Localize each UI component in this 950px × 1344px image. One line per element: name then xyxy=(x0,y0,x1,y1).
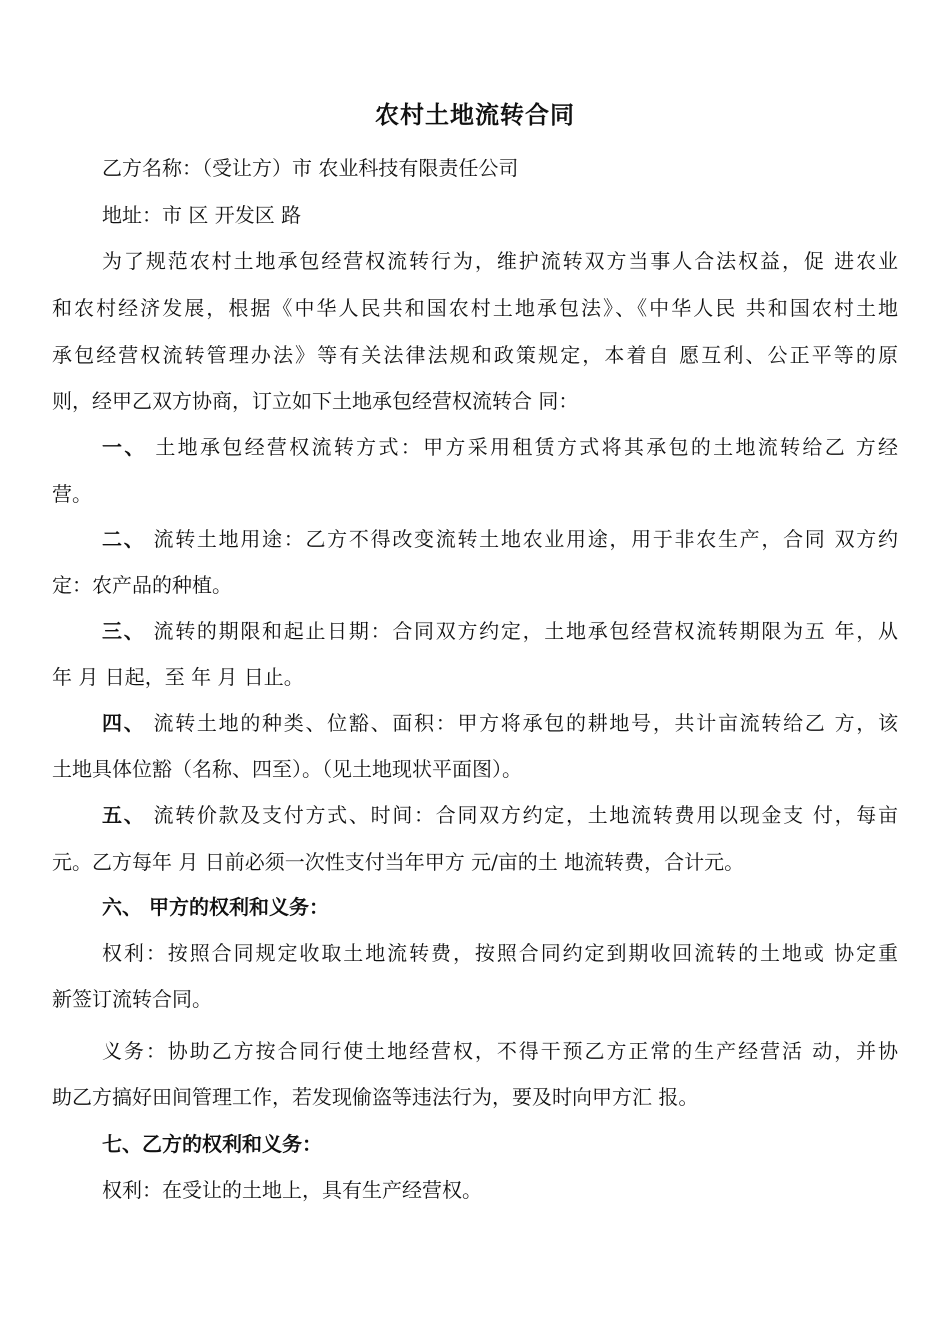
clause-6-duties: 义务：协助乙方按合同行使土地经营权，不得干预乙方正常的生产经营活 动，并协 xyxy=(102,1039,898,1063)
clause-4-line: 土地具体位豁（名称、四至）。（见土地现状平面图）。 xyxy=(52,757,522,781)
clause-text: 流转土地用途：乙方不得改变流转土地农业用途，用于非农生产，合同 双方约 xyxy=(153,527,899,551)
clause-1 xyxy=(102,431,898,463)
preamble-line: 和农村经济发展，根据《中华人民共和国农村土地承包法》、《中华人民 共和国农村土地 xyxy=(52,296,898,320)
preamble-line: 则，经甲乙双方协商，订立如下土地承包经营权流转合 同： xyxy=(52,389,579,413)
clause-text: 流转土地的种类、位豁、面积：甲方将承包的耕地号，共计亩流转给乙 方，该 xyxy=(153,711,899,735)
address: 地址：市 区 开发区 路 xyxy=(102,203,302,227)
clause-6-duties-line: 助乙方搞好田间管理工作，若发现偷盗等违法行为，要及时向甲方汇 报。 xyxy=(52,1085,699,1109)
clause-text: 流转价款及支付方式、时间：合同双方约定，土地流转费用以现金支 付，每亩 xyxy=(153,803,899,827)
clause-number: 五、 xyxy=(102,803,146,827)
clause-number: 二、 xyxy=(102,527,146,551)
clause-4 xyxy=(102,707,898,739)
clause-5-line: 元。乙方每年 月 日前必须一次性支付当年甲方 元/亩的土 地流转费，合计元。 xyxy=(52,850,745,874)
clause-7-heading: 七、乙方的权利和义务： xyxy=(102,1132,322,1156)
clause-2 xyxy=(102,523,898,555)
clause-text: 流转的期限和起止日期：合同双方约定，土地承包经营权流转期限为五 年，从 xyxy=(153,619,899,643)
clause-5 xyxy=(102,799,898,831)
clause-1-line: 营。 xyxy=(52,482,92,506)
document-title: 农村土地流转合同 xyxy=(375,100,575,129)
clause-number: 四、 xyxy=(102,711,146,735)
clause-text: 土地承包经营权流转方式：甲方采用租赁方式将其承包的土地流转给乙 方经 xyxy=(155,435,899,459)
clause-2-line: 定：农产品的种植。 xyxy=(52,573,232,597)
preamble-line: 为了规范农村土地承包经营权流转行为，维护流转双方当事人合法权益，促 进农业 xyxy=(102,249,898,273)
party-b-name: 乙方名称：（受让方）市 农业科技有限责任公司 xyxy=(102,156,519,180)
clause-number: 三、 xyxy=(102,619,146,643)
clause-6-heading: 六、 甲方的权利和义务： xyxy=(102,895,329,919)
preamble-line: 承包经营权流转管理办法》等有关法律法规和政策规定，本着自 愿互利、公正平等的原 xyxy=(52,343,898,367)
clause-7-rights: 权利：在受让的土地上，具有生产经营权。 xyxy=(102,1178,482,1202)
clause-6-rights: 权利：按照合同规定收取土地流转费，按照合同约定到期收回流转的土地或 协定重 xyxy=(102,941,898,965)
clause-3-line: 年 月 日起，至 年 月 日止。 xyxy=(52,665,304,689)
clause-number: 一、 xyxy=(102,435,147,459)
clause-3 xyxy=(102,615,898,647)
clause-6-rights-line: 新签订流转合同。 xyxy=(52,987,212,1011)
